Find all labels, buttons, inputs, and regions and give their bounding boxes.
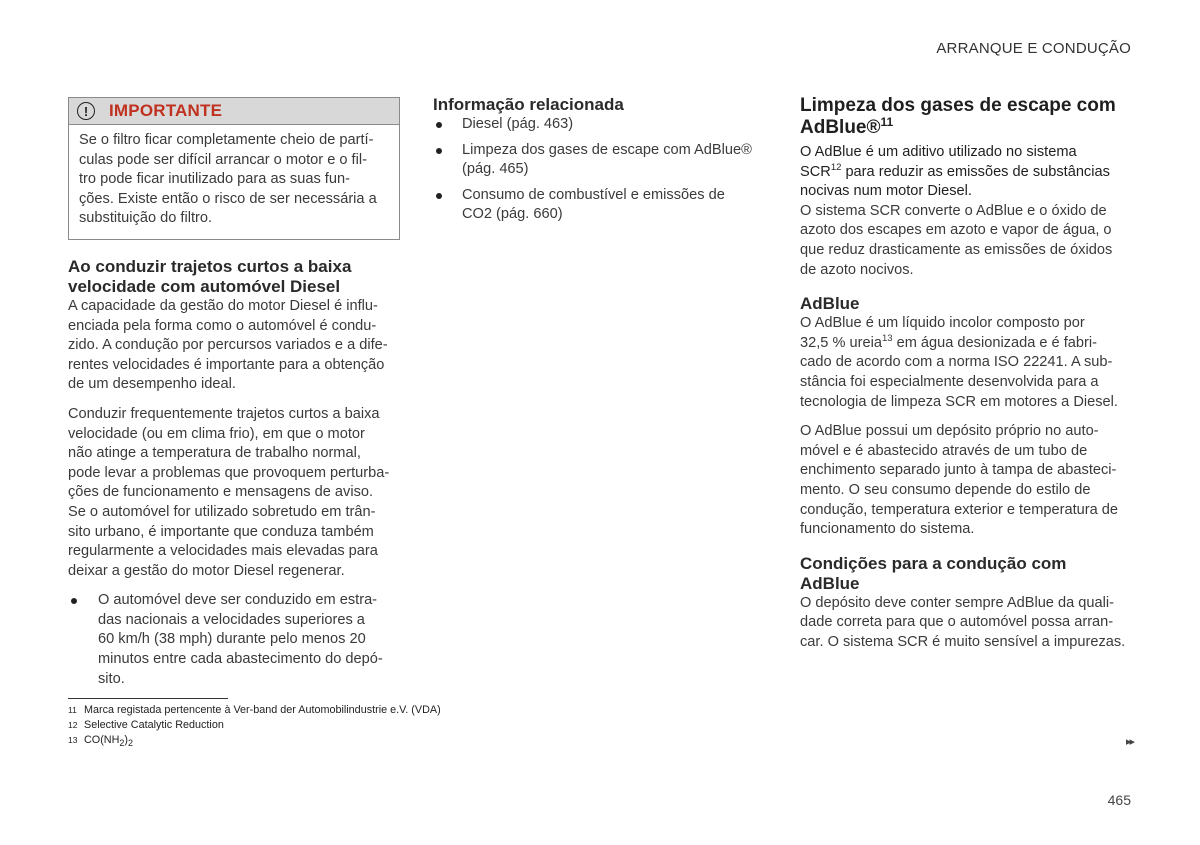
footnote-ref[interactable]: 12 (830, 161, 842, 173)
text-line: enciada pela forma como o automóvel é condu- (68, 317, 377, 334)
text-line: O sistema SCR converte o AdBlue e o óxido de (800, 202, 1107, 219)
footnote-11 (68, 703, 441, 718)
short-trips-paragraph-2 (68, 405, 400, 581)
text-fragment: para reduzir as emissões de substâncias (841, 163, 1110, 180)
heading-line: velocidade com automóvel Diesel (68, 276, 341, 296)
text-line: dade correta para que o automóvel possa arran- (800, 614, 1114, 631)
footnote-number: 12 (68, 720, 78, 730)
short-trips-bullets (68, 591, 400, 689)
text-line: velocidade (ou em clima frio), em que o motor (68, 425, 365, 442)
text-line: Se o automóvel for utilizado sobretudo em trân- (68, 503, 376, 520)
heading-line: AdBlue (800, 573, 860, 593)
footnote-ref[interactable]: 11 (880, 115, 894, 129)
text-line: móvel e é abastecido através de um tubo de (800, 442, 1088, 459)
important-text (69, 125, 399, 239)
text-fragment: 32,5 % ureia (800, 334, 882, 351)
text-line: minutos entre cada abastecimento do depó- (98, 651, 383, 668)
text-line: de azoto nocivos. (800, 261, 914, 278)
important-line: substituição do filtro. (79, 210, 213, 227)
text-line: car. O sistema SCR é muito sensível a impurezas. (800, 633, 1126, 650)
footnote-text: Selective Catalytic Reduction (84, 719, 224, 731)
text-line: mento. O seu consumo depende do estilo de (800, 481, 1091, 498)
text-line: das nacionais a velocidades superiores a (98, 611, 365, 628)
column-left (68, 95, 400, 695)
conditions-text (800, 594, 1132, 653)
text-line: sito. (98, 670, 125, 687)
important-notice (68, 97, 400, 240)
footnote-rule (68, 698, 228, 699)
text-line: O automóvel deve ser conduzido em estra- (98, 592, 378, 609)
text-line: de um desempenho ideal. (68, 376, 236, 393)
related-link-diesel[interactable] (433, 115, 768, 135)
adblue-heading: AdBlue (800, 294, 860, 314)
important-line: ções. Existe então o risco de ser necessária a (79, 190, 377, 207)
page-number: 465 (1107, 792, 1131, 808)
text-line: stância foi especialmente desenvolvida para a (800, 373, 1099, 390)
list-item (68, 591, 400, 689)
adblue-tank (800, 422, 1132, 540)
text-line: deixar a gestão do motor Diesel regenerar. (68, 562, 345, 579)
subscript: 2 (128, 738, 134, 748)
text-line: azoto dos escapes em azoto e vapor de água, o (800, 222, 1112, 239)
adblue-intro (800, 202, 1132, 280)
text-line: 60 km/h (38 mph) durante pelo menos 20 (98, 631, 366, 648)
footnote-ref[interactable]: 13 (881, 332, 893, 344)
adblue-title (800, 95, 1132, 139)
short-trips-heading (68, 257, 400, 297)
text-line: que reduz drasticamente as emissões de óxidos (800, 241, 1113, 258)
text-fragment: em água desionizada e é fabri- (892, 334, 1097, 351)
text-line: ções de funcionamento e mensagens de aviso. (68, 484, 374, 501)
text-line: rentes velocidades é importante para a obtenção (68, 356, 385, 373)
footnote-13 (68, 733, 441, 748)
link-text[interactable]: Consumo de combustível e emissões de (462, 186, 725, 203)
text-line: enchimento separado junto à tampa de abasteci- (800, 462, 1117, 479)
text-line: O AdBlue possui um depósito próprio no auto- (800, 423, 1099, 440)
footnote-12 (68, 718, 441, 733)
text-line: regularmente a velocidades mais elevadas para (68, 543, 378, 560)
text-fragment: SCR (800, 163, 831, 180)
text-line: cado de acordo com a norma ISO 22241. A sub- (800, 354, 1113, 371)
link-text[interactable]: Limpeza dos gases de escape com AdBlue® (462, 141, 752, 158)
footnote-text: Marca registada pertencente à Ver-band der Automobilindustrie e.V. (VDA) (84, 704, 441, 716)
adblue-lead (800, 143, 1132, 202)
heading-line: Condições para a condução com (800, 553, 1067, 573)
footnote-text: CO(NH (84, 734, 120, 746)
footnotes (68, 703, 441, 748)
warning-exclamation-icon: ! (77, 102, 95, 120)
link-text[interactable]: Diesel (pág. 463) (462, 116, 574, 132)
text-line: sito urbano, é importante que conduza também (68, 523, 374, 540)
title-line: Limpeza dos gases de escape com (800, 95, 1116, 116)
text-line: condução, temperatura exterior e temperatura de (800, 501, 1118, 518)
footnote-number: 11 (68, 705, 77, 715)
text-line: tecnologia de limpeza SCR em motores a Diesel. (800, 393, 1118, 410)
text-line: A capacidade da gestão do motor Diesel é influ- (68, 297, 378, 314)
text-line: O AdBlue é um líquido incolor composto por (800, 315, 1085, 332)
important-line: Se o filtro ficar completamente cheio de partí- (79, 132, 374, 148)
text-line: nocivas num motor Diesel. (800, 183, 972, 200)
text-line: funcionamento do sistema. (800, 521, 975, 538)
text-line: O depósito deve conter sempre AdBlue da quali- (800, 594, 1114, 611)
important-title: IMPORTANTE (109, 101, 223, 120)
related-info-heading: Informação relacionada (433, 95, 624, 114)
column-right (800, 95, 1132, 652)
title-line: AdBlue® (800, 117, 881, 138)
link-text[interactable]: (pág. 465) (462, 161, 529, 178)
important-header (69, 98, 399, 125)
text-line: pode levar a problemas que provoquem perturba- (68, 464, 390, 481)
column-middle (433, 95, 768, 231)
conditions-heading (800, 554, 1132, 594)
text-line: O AdBlue é um aditivo utilizado no sistema (800, 144, 1077, 160)
heading-line: Ao conduzir trajetos curtos a baixa (68, 256, 352, 276)
text-line: não atinge a temperatura de trabalho normal, (68, 445, 361, 462)
text-line: Conduzir frequentemente trajetos curtos a baixa (68, 405, 380, 422)
adblue-description (800, 314, 1132, 412)
running-head: ARRANQUE E CONDUÇÃO (936, 40, 1131, 57)
footnote-text: ) (124, 734, 129, 746)
related-link-consumption[interactable] (433, 186, 768, 225)
important-line: culas pode ser difícil arrancar o motor e o fil- (79, 151, 367, 168)
subscript: 2 (119, 738, 125, 748)
footnote-number: 13 (68, 735, 78, 745)
important-line: tro pode ficar inutilizado para as suas fun- (79, 171, 350, 188)
related-link-adblue[interactable] (433, 141, 768, 180)
double-arrow-right-icon[interactable]: ▸▸ (1125, 736, 1133, 748)
link-text[interactable]: CO2 (pág. 660) (462, 206, 563, 223)
text-line: zido. A condução por percursos variados e a dife- (68, 337, 388, 354)
short-trips-paragraph-1 (68, 297, 400, 395)
related-info-list (433, 115, 768, 225)
